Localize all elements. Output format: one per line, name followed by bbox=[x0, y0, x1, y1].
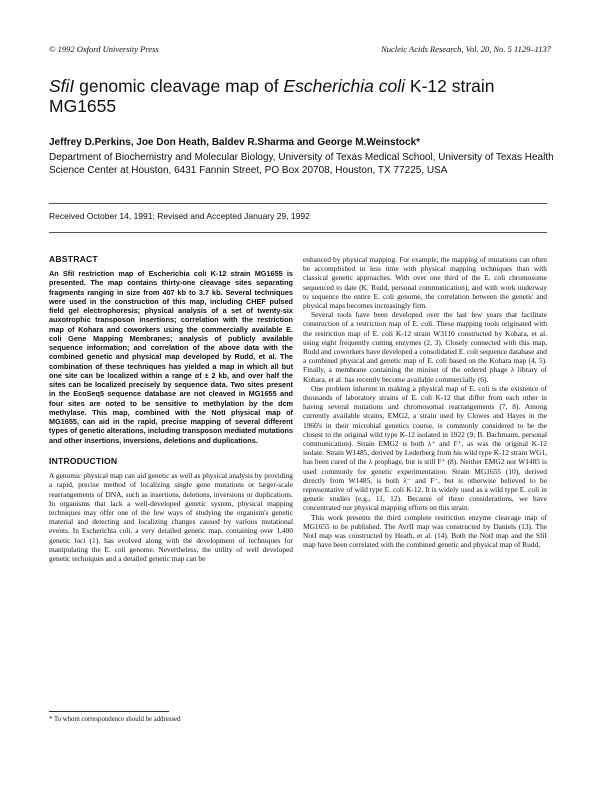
copyright-line: © 1992 Oxford University Press bbox=[49, 44, 159, 54]
body-paragraph: This work presents the third complete restriction enzyme cleavage map of MG1655 to be published. The AvrII map was constructed by Daniels (13). The NotI map was constructed by Heath, et al. (14). Both the NotI map and the SfiI map have been correlated with the combined genetic and physical map of Rudd, bbox=[303, 512, 547, 550]
body-paragraph: One problem inherent in making a physical map of E. coli is the existence of thousands of laboratory strains of E. coli K-12 that differ from each other in having several mutations and chromosomal rearrangements (7, 8). Among currently available strains, EMG2, a strain used by Clowes and Hayes in the 1960's in their microbial genetics course, is commonly considered to be the closest to the original wild type K-12 isolated in 1922 (9; B. Bachmann, personal communication). Strain EMG2 is both λ⁺ and F⁺, as was the original K-12 isolate. Strain W1485, derived by Lederberg from his wild type K-12 strain WG1, has been cured of the λ prophage, but is still F⁺ (8). Neither EMG2 nor W1485 is used commonly for genetic experimentation. Strain MG1655 (10), derived directly from W1485, is both λ⁻ and F⁻, but is otherwise believed to be representative of wild type E. coli K-12. It is widely used as a wild type E. coli in genetic studies (e.g., 11, 12). Because of these considerations, we have concentrated our physical mapping efforts on this strain. bbox=[303, 383, 547, 513]
running-header bbox=[49, 44, 551, 56]
divider-bottom bbox=[49, 232, 547, 233]
abstract-heading: ABSTRACT bbox=[49, 254, 98, 264]
journal-citation: Nucleic Acids Research, Vol. 20, No. 5 1129–1137 bbox=[381, 44, 551, 54]
intro-paragraph: A genomic physical map can aid genetic as well as physical analysis by providing a rapid, precise method of localizing single gene mutations or larger-scale rearrangements of DNA, such as insertions, deletions, inversions or duplications. In organisms that lack a well-developed genetic system, physical mapping techniques may offer one of the few ways of studying the organism's genetic material and detecting and localizing changes caused by various mutational events. In Escherichia coli, a very detailed genetic map, containing over 1,400 genetic loci (1), has evolved along with the development of techniques for manipulating the E. coli genome. Nevertheless, the utility of well developed genetic techniques and a detailed genetic map can be bbox=[49, 471, 293, 563]
left-column bbox=[49, 255, 293, 563]
title-organism: Escherichia coli bbox=[283, 76, 406, 96]
abstract-text: An SfiI restriction map of Escherichia coli K-12 strain MG1655 is presented. The map contains thirty-one cleavage sites separating fragments ranging in size from 407 kb to 3.7 kb. Several techniques were used in the construction of this map, including CHEF pulsed field gel electrophoresis; physical analysis of a set of twenty-six auxotrophic transposon insertions; correlation with the restriction map of Kohara and coworkers using the commercially available E. coli Gene Mapping Membranes; analysis of publicly available sequence information; and correlation of the above data with the combined genetic and physical map developed by Rudd, et al. The combination of these techniques has yielded a map in which all but one site can be localized within a range of ± 2 kb, and over half the sites can be localized precisely by sequence data. Two sites present in the EcoSeq5 sequence database are not cleaved in MG1655 and four sites are noted to be sensitive to methylation by the dcm methylase. This map, combined with the NotI physical map of MG1655, can aid in the rapid, precise mapping of several different types of genetic alterations, including transposon mediated mutations and other insertions, inversions, deletions and duplications. bbox=[49, 269, 293, 445]
received-dates: Received October 14, 1991; Revised and Accepted January 29, 1992 bbox=[49, 211, 310, 221]
divider-top bbox=[49, 203, 547, 204]
footnote-divider bbox=[49, 711, 169, 712]
affiliation: Department of Biochemistry and Molecular Biology, University of Texas Medical School, University of Texas Health Science Center at Houston, 6431 Fannin Street, PO Box 20708, Houston, TX 77225, USA bbox=[49, 152, 554, 176]
paper-title bbox=[49, 76, 549, 116]
body-paragraph: enhanced by physical mapping. For example, the mapping of mutations can often be accomplished in less time with physical mapping techniques than with classical genetic approaches. With over one third of the E. coli chromosome sequenced to date (K. Rudd, personal communication), and with work underway to sequence the entire E. coli genome, the correlation between the genetic and physical maps becomes increasingly firm. bbox=[303, 255, 547, 311]
title-text-2: K-12 strain MG1655 bbox=[49, 76, 495, 116]
introduction-heading: INTRODUCTION bbox=[49, 455, 118, 466]
title-enzyme: SfiI bbox=[49, 76, 75, 96]
author-list: Jeffrey D.Perkins, Joe Don Heath, Baldev R.Sharma and George M.Weinstock* bbox=[49, 137, 421, 148]
body-paragraph: Several tools have been developed over the last few years that facilitate construction of a restriction map of E. coli. These mapping tools originated with the restriction map of E. coli K-12 strain W3110 constructed by Kohara, et al. using eight frequently cutting enzymes (2, 3). Closely connected with this map, Rudd and coworkers have developed a consolidated E. coli sequence database and a combined physical and genetic map of E. coli based on the Kohara map (4, 5). Finally, a membrane containing the miniset of the ordered phage λ library of Kohara, et al. has recently become available commercially (6). bbox=[303, 310, 547, 384]
title-text-1: genomic cleavage map of bbox=[74, 76, 284, 96]
correspondence-footnote: * To whom correspondence should be addressed bbox=[49, 716, 181, 723]
right-column bbox=[303, 255, 547, 550]
